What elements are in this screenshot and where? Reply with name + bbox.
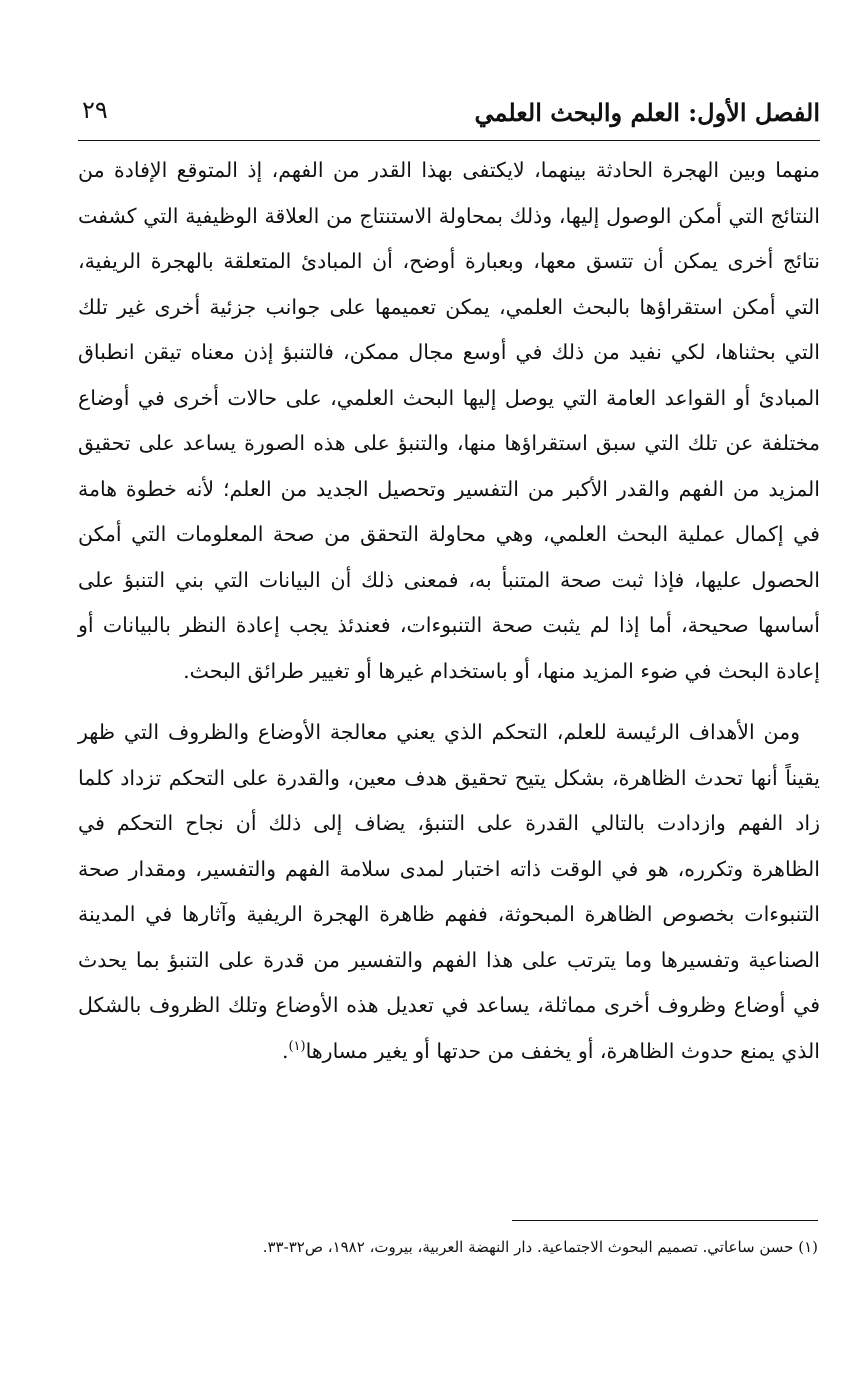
footnote: (١) حسن ساعاتي. تصميم البحوث الاجتماعية. دار النهضة العربية، بيروت، ١٩٨٢، ص٣٢-٣٣. — [262, 1238, 818, 1256]
chapter-title: الفصل الأول: العلم والبحث العلمي — [474, 98, 820, 127]
footnote-divider — [512, 1220, 818, 1221]
paragraph-2: ومن الأهداف الرئيسة للعلم، التحكم الذي يعني معالجة الأوضاع والظروف التي ظهر يقيناً أنها تحدث الظاهرة، بشكل يتيح تحقيق هدف معين، والقدرة على التحكم تزداد كلما زاد الفهم وازدادت بالتالي القدرة على التنبؤ، يضاف إلى ذلك أن نجاح التحكم في الظاهرة وتكرره، هو في الوقت ذاته اختبار لمدى سلامة الفهم والتفسير، ومقدار صحة التنبوءات بخصوص الظاهرة المبحوثة، ففهم ظاهرة الهجرة الريفية وآثارها في المدينة الصناعية وتفسيرها وما يترتب على هذا الفهم والتفسير من قدرة على التنبؤ بما يحدث في أوضاع وظروف أخرى مماثلة، يساعد في تعديل هذه الأوضاع وتلك الظروف بالشكل الذي يمنع حدوث الظاهرة، أو يخفف من حدتها أو يغير مسارها$^{(١)}$. — [78, 720, 820, 1063]
paragraph-1 — [78, 148, 820, 694]
page-number: ٢٩ — [82, 96, 108, 124]
footnote-reference: (١) — [288, 1038, 306, 1054]
paragraph-2-text: ومن الأهداف الرئيسة للعلم، التحكم الذي يعني معالجة الأوضاع والظروف التي ظهر يقيناً أنها تحدث الظاهرة، بشكل يتيح تحقيق هدف معين، والقدرة على التحكم تزداد كلما زاد الفهم وازدادت بالتالي القدرة على التنبؤ، يضاف إلى ذلك أن نجاح التحكم في الظاهرة وتكرره، هو في الوقت ذاته اختبار لمدى سلامة الفهم والتفسير، ومقدار صحة التنبوءات بخصوص الظاهرة المبحوثة، ففهم ظاهرة الهجرة الريفية وآثارها في المدينة الصناعية وتفسيرها وما يترتب على هذا الفهم والتفسير من قدرة على التنبؤ بما يحدث في أوضاع وظروف أخرى مماثلة، يساعد في تعديل هذه الأوضاع وتلك الظروف بالشكل الذي يمنع حدوث الظاهرة، أو يخفف من حدتها أو يغير مسارها — [78, 720, 820, 1063]
paragraph-1-text: منهما وبين الهجرة الحادثة بينهما، لايكتفى بهذا القدر من الفهم، إذ المتوقع الإفادة من النتائج التي أمكن الوصول إليها، وذلك بمحاولة الاستنتاج من العلاقة الوظيفية التي كشفت نتائج أخرى يمكن أن تتسق معها، وبعبارة أوضح، أن المبادئ المتعلقة بالهجرة الريفية، التي أمكن استقراؤها بالبحث العلمي، يمكن تعميمها على جوانب جزئية أخرى غير تلك التي بحثناها، لكي نفيد من ذلك في أوسع مجال ممكن، فالتنبؤ إذن معناه تيقن انطباق المبادئ أو القواعد العامة التي يوصل إليها البحث العلمي، على حالات أخرى في أوضاع مختلفة عن تلك التي سبق استقراؤها منها، والتنبؤ على هذه الصورة يساعد على تحقيق المزيد من الفهم والقدر الأكبر من التفسير وتحصيل الجديد من العلم؛ لأنه خطوة هامة في إكمال عملية البحث العلمي، وهي محاولة التحقق من صحة المعلومات التي أمكن الحصول عليها، فإذا ثبت صحة المتنبأ به، فمعنى ذلك أن البيانات التي بني التنبؤ على أساسها صحيحة، أما إذا لم يثبت صحة التنبوءات، فعندئذ يجب إعادة النظر بالبيانات أو إعادة البحث في ضوء المزيد منها، أو باستخدام غيرها أو تغيير طرائق البحث. — [78, 158, 820, 683]
running-header — [78, 92, 820, 141]
body-text — [78, 148, 820, 1074]
